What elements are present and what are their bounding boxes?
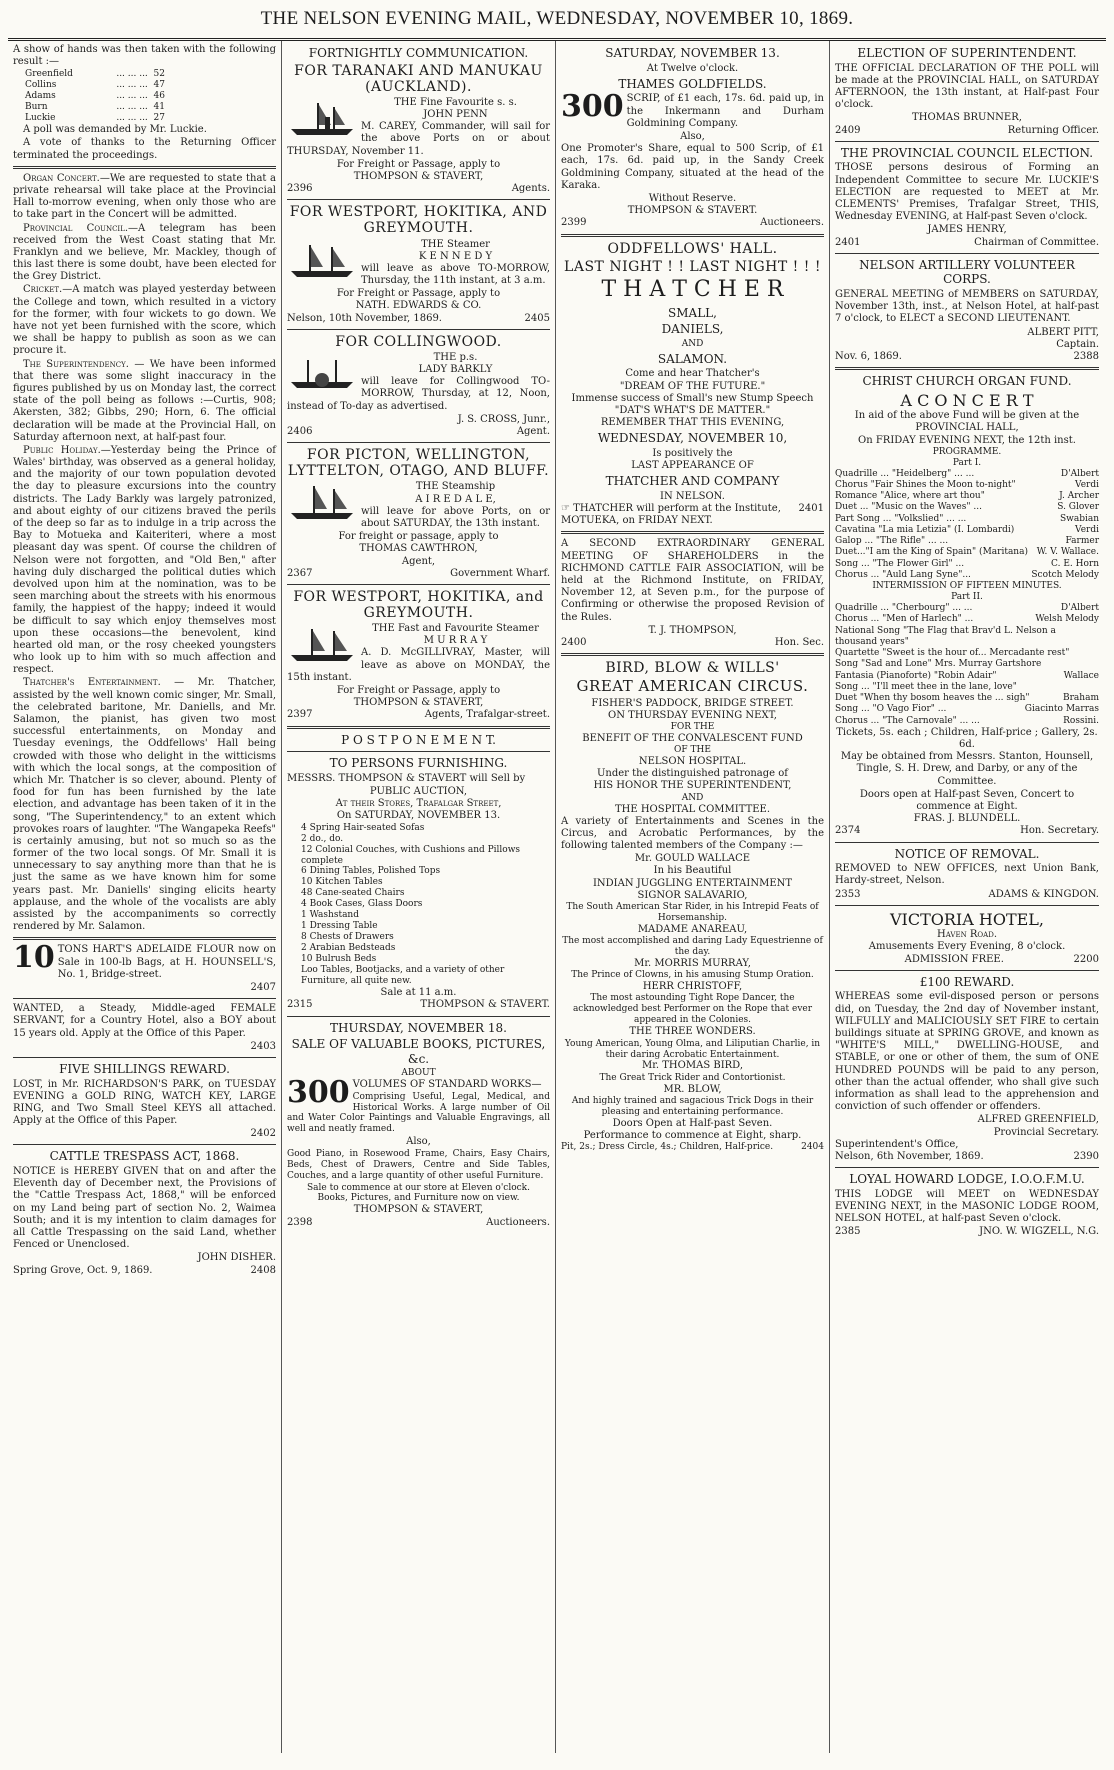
list-item: 1 Washstand bbox=[301, 910, 359, 921]
thatcher-para: Thatcher's Entertainment. — Mr. Thatcher, assisted by the well known comic singer, Mr. Small, the celebrated baritone, Mr. Daniells, and Mr. Salamon, the pianist, has given two most successful entertainments, on Monday and Tuesday evenings, the Oddfellows' Hall being crowded with those who delight in the witticisms with which the local songs, at the composition of which Mr. Thatcher is so clever, abound. Plenty of food for fun has been furnished by the late election, and advantage has been taken of it in the song, "The Superintendency," to an extent which provokes roars of laughter. "The Wangapeka Reefs" is certainly amusing, but not so much so as the former of the two local songs. Of Mr. Small it is unnecessary to say anything more than that he is just the same as we have known him for some years past. Mr. Daniells' singing elicits hearty applause, and the whole of the vocalists are ably assisted by the accompaniments so correctly rendered by Mr. Salamon. bbox=[13, 677, 276, 933]
scrip-ad: 300 SCRIP, of £1 each, 17s. 6d. paid up, in the Inkermann and Durham Goldmining Company. Also, One Promoter's Share, equal to 500 Scrip, of £1 each, 17s. 6d. paid up, in the Sandy Creek Goldmining Company, situated at the head of the Karaka. Without Reserve. THOMPSON & STAVERT. 2399 Auctioneers. bbox=[561, 89, 824, 229]
fortnightly-heading: FORTNIGHTLY COMMUNICATION. bbox=[308, 46, 529, 60]
show-hands: A show of hands was then taken with the following result :— bbox=[13, 44, 276, 68]
superintendency-para: The Superintendency. — We have been informed that there was some slight inaccuracy in the figures published by us on Monday last, the correct state of the poll being as follows :—Curtis, 908; Akersten, 382; Gibbs, 290; Horn, 6. The official declaration will be made at the Provincial Hall, on Saturday afternoon next, at half-past four. bbox=[13, 358, 276, 443]
programme-part-2: Quadrille ... "Cherbourg" ... ... D'Albert Chorus ... "Men of Harlech" ... Welsh Melody National Song "The Flag that Brav'd L. Nelson a thousand years" Quartette "Sweet is the hour of... Mercadante rest" Song "Sad and Lone" Mrs. Murray Gartshore Fantasia (Pianoforte) "Robin Adair" Wallace Song ... "I'll meet thee in the lane, love" Duet "When thy bosom heaves the ... sigh" Braham Song ... "O Vago Fior" ... Giacinto Marras Chorus ... "The Carnovale" ... ... Rossini. bbox=[835, 603, 1099, 726]
masthead: THE NELSON EVENING MAIL, WEDNESDAY, NOVEMBER 10, 1869. bbox=[8, 6, 1106, 41]
divider bbox=[287, 584, 550, 585]
divider bbox=[835, 141, 1099, 142]
list-item: Loo Tables, Bootjacks, and a variety of other Furniture, all quite new. bbox=[301, 965, 505, 987]
divider bbox=[561, 653, 824, 656]
wanted-ad: WANTED, a Steady, Middle-aged FEMALE SERVANT, for a Country Hotel, also a BOY about 15 years old. Apply at the Office of this Paper. 2403 bbox=[13, 1003, 276, 1052]
victoria-hotel-ad: VICTORIA HOTEL, Haven Road. Amusements Every Evening, 8 o'clock. ADMISSION FREE. 2200 bbox=[868, 909, 1099, 965]
list-item: 4 Spring Hair-seated Sofas bbox=[301, 822, 425, 833]
westport-heading: FOR WESTPORT, HOKITIKA, AND GREYMOUTH. bbox=[289, 204, 548, 237]
programme-part-1: Quadrille ... "Heidelberg" ... ... D'Albert Chorus "Fair Shines the Moon to-night" Verdi Romance "Alice, where art thou" J. Archer Duet ... "Music on the Waves" ... S. Glover Part Song ... "Volkslied" ... ... Swabian Cavatina "La mia Letizia" (I. Lombardi) Verdi Galop ... "The Rifle" ... ... Farmer Duet..."I am the King of Spain" (Maritana) W. V. Wallace. Song ... "The Flower Girl" ... C. E. Horn Chorus ... "Auld Lang Syne"... Scotch Melody bbox=[835, 468, 1099, 580]
lost-ad: LOST, in Mr. RICHARDSON'S PARK, on TUESDAY EVENING a GOLD RING, WATCH KEY, LARGE RING, and Two Small Steel KEYS all attached. Apply at the Office of this Paper. 2402 bbox=[13, 1078, 276, 1140]
list-item: 1 Dressing Table bbox=[301, 921, 378, 932]
steamship-icon bbox=[287, 483, 357, 523]
vote-row: Greenfield ... ... ... 52 bbox=[25, 69, 165, 80]
thames-heading: THAMES GOLDFIELDS. bbox=[618, 76, 767, 91]
list-item: 48 Cane-seated Chairs bbox=[301, 888, 405, 899]
reward-100-heading: £100 REWARD. bbox=[919, 974, 1015, 989]
postponement-heading: P O S T P O N E M E N T. bbox=[341, 732, 496, 747]
council-heading: THE PROVINCIAL COUNCIL ELECTION. bbox=[840, 145, 1094, 160]
cattle-notice: NOTICE is HEREBY GIVEN that on and after the Eleventh day of December next, the Provisions of the "Cattle Trespass Act, 1868," will be enforced on my Land being part of section No. 2, Waimea South; and it is my intention to claim damages for all Cattle Trespassing on the said Land, whether Fenced or Unenclosed. JOHN DISHER. Spring Grove, Oct. 9, 1869. 2408 bbox=[13, 1166, 276, 1276]
list-item: 2 Arabian Bedsteads bbox=[301, 943, 396, 954]
column-2 bbox=[282, 41, 556, 1753]
divider bbox=[835, 1167, 1099, 1168]
organ-fund-heading: CHRIST CHURCH ORGAN FUND. bbox=[862, 374, 1072, 389]
election-heading: ELECTION OF SUPERINTENDENT. bbox=[857, 46, 1077, 60]
books-ad: ABOUT 300 VOLUMES OF STANDARD WORKS— Comprising Useful, Legal, Medical, and Historical Works. A large number of Oil and Water Color Paintings and Valuable Engravings, all well and neatly framed. Also, Good Piano, in Rosewood Frame, Chairs, Easy Chairs, Beds, Chest of Drawers, Centre and Side Tables, Couches, and a large quantity of other useful Furniture. Sale to commence at our store at Eleven o'clock. Books, Pictures, and Furniture now on view. THOMPSON & STAVERT, 2398 Auctioneers. bbox=[287, 1068, 550, 1228]
steamship-icon bbox=[287, 241, 357, 281]
divider bbox=[561, 531, 824, 534]
airedale-ad: THE Steamship A I R E D A L E, will leave for above Ports, on or about SATURDAY, the 13th instant. For freight or passage, apply to THOMAS CAWTHRON, Agent, 2367 Government Wharf. bbox=[287, 481, 550, 579]
election-notice: THE OFFICIAL DECLARATION OF THE POLL will be made at the PROVINCIAL HALL, on SATURDAY AFTERNOON, the 13th instant, at Half-past Four o'clock. THOMAS BRUNNER, 2409 Returning Officer. bbox=[835, 62, 1099, 136]
john-penn-ad: THE Fine Favourite s. s. JOHN PENN M. CAREY, Commander, will sail for the above Ports on or about THURSDAY, November 11. For Freight or Passage, apply to THOMPSON & STAVERT, 2396 Agents. bbox=[287, 96, 550, 195]
divider bbox=[13, 1144, 276, 1145]
column-4 bbox=[830, 41, 1104, 1753]
reward-heading: FIVE SHILLINGS REWARD. bbox=[59, 1061, 230, 1076]
furnishing-heading: TO PERSONS FURNISHING. bbox=[329, 756, 508, 771]
vote-thanks: A vote of thanks to the Returning Officer terminated the proceedings. bbox=[13, 137, 276, 161]
column-1 bbox=[8, 41, 282, 1753]
divider bbox=[287, 726, 550, 729]
reward-notice: WHEREAS some evil-disposed person or persons did, on Tuesday, the 2nd day of November instant, WILFULLY and MALICIOUSLY SET FIRE to certain buildings situate at SPRING GROVE, and known as "WHITE'S MILL," DWELLING-HOUSE, and STABLE, or one or other of them, the sum of ONE HUNDRED POUNDS will be paid to any person, other than the actual offender, who shall give such information as shall lead to the apprehension and conviction of such offender or offenders. ALFRED GREENFIELD, Provincial Secretary. Superintendent's Office, Nelson, 6th November, 1869. 2390 bbox=[835, 991, 1099, 1162]
divider bbox=[287, 199, 550, 200]
divider bbox=[287, 329, 550, 330]
richmond-meeting: A SECOND EXTRAORDINARY GENERAL MEETING OF SHAREHOLDERS in the RICHMOND CATTLE FAIR ASSOCIATION, will be held at the Richmond Institute, on FRIDAY, November 12, at Seven p.m., for the purpose of Confirming or otherwise the proposed Revision of the Rules. T. J. THOMPSON, 2400 Hon. Sec. bbox=[561, 538, 824, 648]
twelve-oclock: At Twelve o'clock. bbox=[646, 62, 739, 74]
list-item: 10 Bulrush Beds bbox=[301, 954, 377, 965]
thatcher-ad: LAST NIGHT ! ! LAST NIGHT ! ! ! T H A T C H E R SMALL, DANIELS, AND SALAMON. Come and hear Thatcher's "DREAM OF THE FUTURE." Immense success of Small's new Stump Speech "DAT'S WHAT'S DE MATTER." REMEMBER THAT THIS EVENING, WEDNESDAY, NOVEMBER 10, Is positively the LAST APPEARANCE OF THATCHER AND COMPANY IN NELSON. ☞ THATCHER will perform at the Institute, MOTUEKA, on FRIDAY NEXT. 2401 bbox=[561, 258, 824, 527]
flour-ad: 10 TONS HART'S ADELAIDE FLOUR now on Sale in 100-lb Bags, at H. HOUNSELL'S, No. 1, Bridge-street. 2407 bbox=[13, 940, 276, 993]
removal-notice: REMOVED to NEW OFFICES, next Union Bank, Hardy-street, Nelson. 2353 ADAMS & KINGDON. bbox=[835, 863, 1099, 900]
divider bbox=[13, 998, 276, 999]
divider bbox=[835, 905, 1099, 906]
organ-concert-para: Organ Concert.—We are requested to state that a private rehearsal will take place at the Provincial Hall to-morrow evening, when only those who are to take part in the Concert will be admitted. bbox=[13, 172, 276, 221]
vote-table bbox=[13, 69, 276, 124]
list-item: 12 Colonial Couches, with Cushions and Pillows complete bbox=[301, 844, 521, 866]
cattle-heading: CATTLE TRESPASS ACT, 1868. bbox=[49, 1149, 240, 1164]
artillery-heading: NELSON ARTILLERY VOLUNTEER CORPS. bbox=[859, 257, 1075, 287]
vote-row: Burn ... ... ... 41 bbox=[25, 102, 165, 113]
divider bbox=[561, 234, 824, 237]
collingwood-heading: FOR COLLINGWOOD. bbox=[335, 333, 502, 350]
list-item: 6 Dining Tables, Polished Tops bbox=[301, 866, 441, 877]
provincial-council-para: Provincial Council.—A telegram has been received from the West Coast stating that Mr. Franklyn and we believe, Mr. Mackley, though of this last there is some doubt, have been elected for the Grey District. bbox=[13, 222, 276, 283]
vote-row: Collins ... ... ... 47 bbox=[25, 80, 165, 91]
divider bbox=[287, 751, 550, 752]
list-item: 4 Book Cases, Glass Doors bbox=[301, 899, 423, 910]
books-heading: SALE OF VALUABLE BOOKS, PICTURES, &c. bbox=[291, 1037, 546, 1066]
column-3 bbox=[556, 41, 830, 1753]
lodge-heading: LOYAL HOWARD LODGE, I.O.O.F.M.U. bbox=[849, 1172, 1085, 1187]
circus-ad: BIRD, BLOW & WILLS' GREAT AMERICAN CIRCUS. FISHER'S PADDOCK, BRIDGE STREET. ON THURSDAY EVENING NEXT, FOR THE BENEFIT OF THE CONVALESCENT FUND OF THE NELSON HOSPITAL. Under the distinguished patronage of HIS HONOR THE SUPERINTENDENT, AND THE HOSPITAL COMMITTEE. A variety of Entertainments and Scenes in the Circus, and Acrobatic Performances, by the following talented members of the Company :— Mr. GOULD WALLACE In his Beautiful INDIAN JUGGLING ENTERTAINMENT SIGNOR SALAVARIO, The South American Star Rider, in his Intrepid Feats of Horsemanship. MADAME ANAREAU, The most accomplished and daring Lady Equestrienne of the day. Mr. MORRIS MURRAY, The Prince of Clowns, in his amusing Stump Oration. HERR CHRISTOFF, The most astounding Tight Rope Dancer, the acknowledged best Performer on the Rope that ever appeared in the Colonies. THE THREE WONDERS. Young American, Young Olma, and Liliputian Charlie, in their daring Acrobatic Entertainment. Mr. THOMAS BIRD, The Great Trick Rider and Contortionist. MR. BLOW, And highly trained and sagacious Trick Dogs in their pleasing and entertaining performance. Doors Open at Half-past Seven. Performance to commence at Eight, sharp. Pit, 2s.; Dress Circle, 4s.; Children, Half-price. 2404 bbox=[561, 660, 824, 1153]
divider bbox=[835, 970, 1099, 971]
cricket-para: Cricket.—A match was played yesterday between the College and town, which resulted in a victory for the former, with four wickets to go down. We have not yet been furnished with the score, which we shall be happy to publish as soon as we can procure it. bbox=[13, 284, 276, 357]
divider bbox=[13, 1057, 276, 1058]
list-item: 10 Kitchen Tables bbox=[301, 877, 383, 888]
furniture-auction: MESSRS. THOMPSON & STAVERT will Sell by PUBLIC AUCTION, At their Stores, Trafalgar Street, On SATURDAY, NOVEMBER 13. 4 Spring Hair-seated Sofas 2 do., do. 12 Colonial Couches, with Cushions and Pillows complete 6 Dining Tables, Polished Tops 10 Kitchen Tables 48 Cane-seated Chairs 4 Book Cases, Glass Doors 1 Washstand 1 Dressing Table 8 Chests of Drawers 2 Arabian Bedsteads 10 Bulrush Beds Loo Tables, Bootjacks, and a variety of other Furniture, all quite new. Sale at 11 a.m. 2315 THOMPSON & STAVERT. bbox=[287, 772, 550, 1011]
divider bbox=[835, 253, 1099, 254]
lady-barkly-ad: THE p.s. LADY BARKLY will leave for Collingwood TO-MORROW, Thursday, at 12, Noon, instead of To-day as advertised. J. S. CROSS, Junr., 2406 Agent. bbox=[287, 351, 550, 438]
picton-heading: FOR PICTON, WELLINGTON, LYTTELTON, OTAGO, AND BLUFF. bbox=[287, 447, 550, 480]
books-date: THURSDAY, NOVEMBER 18. bbox=[330, 1020, 507, 1035]
vote-row: Adams ... ... ... 46 bbox=[25, 91, 165, 102]
lodge-notice: THIS LODGE will MEET on WEDNESDAY EVENING NEXT, in the MASONIC LODGE ROOM, NELSON HOTEL, at half-past Seven o'clock. 2385 JNO. W. WIGZELL, N.G. bbox=[835, 1188, 1099, 1238]
newspaper-page bbox=[8, 6, 1106, 1758]
council-notice: THOSE persons desirous of Forming an Independent Committee to secure Mr. LUCKIE'S ELECTION are requested to MEET at Mr. CLEMENTS' Premises, Trafalgar Street, THIS, Wednesday EVENING, at Half-past Seven o'clock. JAMES HENRY, 2401 Chairman of Committee. bbox=[835, 162, 1099, 248]
divider bbox=[835, 842, 1099, 843]
murray-ad: THE Fast and Favourite Steamer M U R R A Y A. D. McGILLIVRAY, Master, will leave as above on MONDAY, the 15th instant. For Freight or Passage, apply to THOMPSON & STAVERT, 2397 Agents, Trafalgar-street. bbox=[287, 623, 550, 721]
item-list bbox=[287, 823, 550, 988]
poll-text: A poll was demanded by Mr. Luckie. bbox=[23, 124, 207, 136]
list-item: 2 do., do. bbox=[301, 833, 344, 844]
oddfellows-heading: ODDFELLOWS' HALL. bbox=[607, 240, 778, 257]
list-item: 8 Chests of Drawers bbox=[301, 932, 394, 943]
steamship-icon bbox=[287, 625, 357, 665]
saturday-heading: SATURDAY, NOVEMBER 13. bbox=[605, 46, 780, 60]
removal-heading: NOTICE OF REMOVAL. bbox=[894, 846, 1040, 861]
divider bbox=[835, 367, 1099, 370]
divider bbox=[287, 1016, 550, 1017]
divider bbox=[13, 166, 276, 169]
public-holiday-para: Public Holiday.—Yesterday being the Prince of Wales' birthday, was observed as a general holiday, and the majority of our town population devoted the day to pleasure excursions into the country districts. The Lady Barkly was largely patronized, and about eighty of our citizens braved the perils of the deep so far as to indulge in a trip across the Bay to Motueka and Kaiteriteri, where a most pleasant day was spent. Of course the children of Nelson were not forgotten, and "Old Ben," after having duly discharged the political duties which devolved upon him at the nomination, was to be seen marching about the streets with his enormous family, the happiest of the happy; indeed it would be difficult to say which enjoy themselves most upon these occasions—the benevolent, kind hearted old man, or the rosy cheeked youngsters who look up to him with so much affection and respect. bbox=[13, 444, 276, 676]
concert-ad: A C O N C E R T In aid of the above Fund will be given at the PROVINCIAL HALL, On FRIDAY EVENING NEXT, the 12th inst. PROGRAMME. Part I. Quadrille ... "Heidelberg" ... ... D'Albert Chorus "Fair Shines the Moon to-night" Verdi Romance "Alice, where art thou" J. Archer Duet ... "Music on the Waves" ... S. Glover Part Song ... "Volkslied" ... ... Swabian Cavatina "La mia Letizia" (I. Lombardi) Verdi Galop ... "The Rifle" ... ... Farmer Duet..."I am the King of Spain" (Maritana) W. V. Wallace. Song ... "The Flower Girl" ... C. E. Horn Chorus ... "Auld Lang Syne"... Scotch Melody INTERMISSION OF FIFTEEN MINUTES. Part II. Quadrille ... "Cherbourg" ... ... D'Albert Chorus ... "Men of Harlech" ... Welsh Melody National Song "The Flag that Brav'd L. Nelson a thousand years" Quartette "Sweet is the hour of... Mercadante rest" Song "Sad and Lone" Mrs. Murray Gartshore Fantasia (Pianoforte) "Robin Adair" Wallace Song ... "I'll meet thee in the lane, love" Duet "When thy bosom heaves the ... sigh" Braham Song ... "O Vago Fior" ... Giacinto Marras Chorus ... "The Carnovale" ... ... Rossini. Tickets, 5s. each ; Children, Half-price ; Gallery, 2s. 6d. May be obtained from Messrs. Stanton, Hounsell, Tingle, S. H. Drew, and Darby, or any of the Committee. Doors open at Half-past Seven, Concert to commence at Eight. FRAS. J. BLUNDELL. 2374 Hon. Secretary. bbox=[835, 390, 1099, 837]
paddle-steamer-icon bbox=[287, 354, 357, 394]
steamship-icon bbox=[287, 99, 357, 139]
westport2-heading: FOR WESTPORT, HOKITIKA, and GREYMOUTH. bbox=[293, 588, 544, 621]
vote-row: Luckie ... ... ... 27 bbox=[25, 113, 165, 124]
taranaki-heading: FOR TARANAKI AND MANUKAU (AUCKLAND). bbox=[294, 62, 543, 95]
kennedy-ad: THE Steamer K E N N E D Y will leave as above TO-MORROW, Thursday, the 11th instant, at 3 a.m. For Freight or Passage, apply to NATH. EDWARDS & CO. Nelson, 10th November, 1869. 2405 bbox=[287, 238, 550, 324]
divider bbox=[287, 442, 550, 443]
artillery-notice: GENERAL MEETING of MEMBERS on SATURDAY, November 13th, inst., at Nelson Hotel, at half-past 7 o'clock, to ELECT a SECOND LIEUTENANT. ALBERT PITT, Captain. Nov. 6, 1869. 2388 bbox=[835, 288, 1099, 362]
